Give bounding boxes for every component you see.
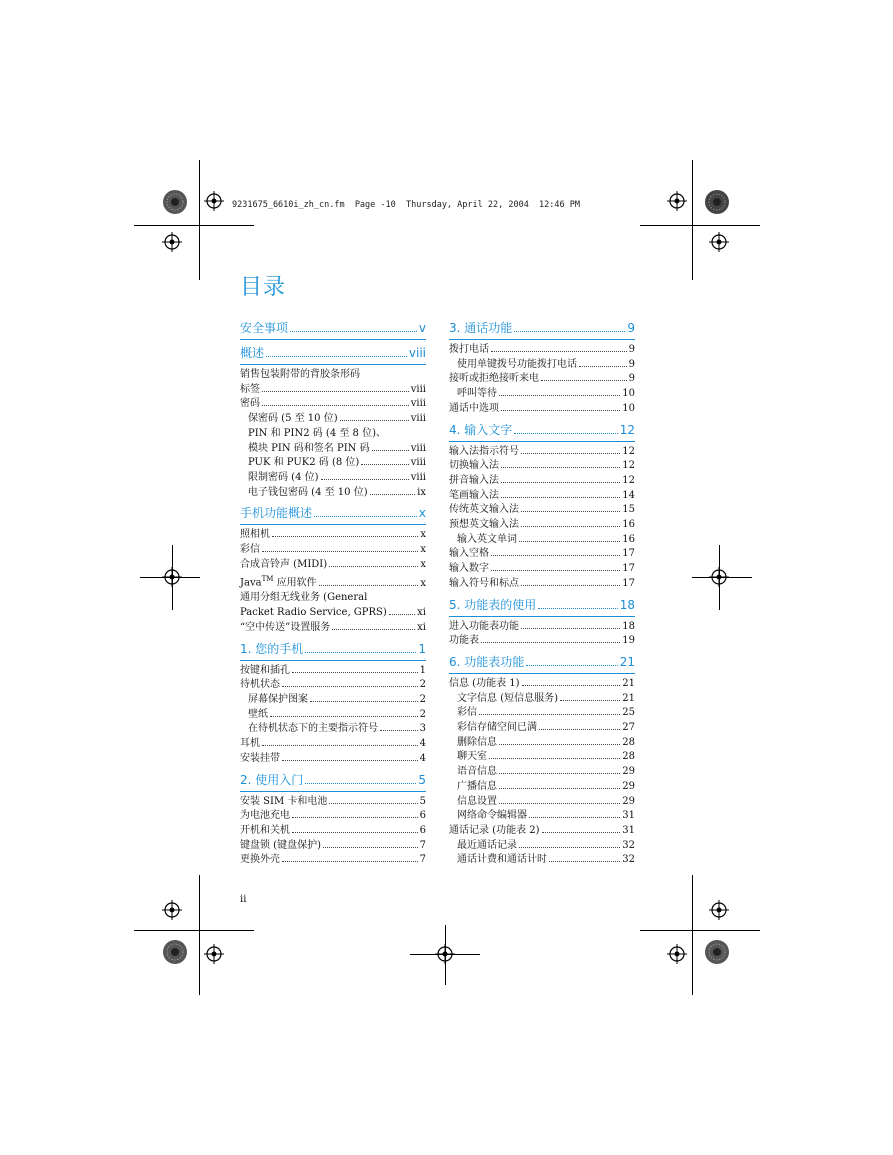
dot-leader <box>262 405 409 406</box>
toc-entry-title: 1. 您的手机 <box>240 641 304 656</box>
toc-entry-title: 3. 通话功能 <box>449 321 513 335</box>
toc-page-number: 9 <box>627 321 635 335</box>
toc-entry[interactable] <box>240 486 426 501</box>
toc-section-heading[interactable] <box>449 320 635 340</box>
toc-entry[interactable] <box>240 708 426 723</box>
dot-leader <box>361 464 408 465</box>
toc-section-heading[interactable] <box>240 772 426 792</box>
toc-page-number: 10 <box>622 402 635 414</box>
toc-entry-title: 聊天室 <box>457 751 487 763</box>
dot-leader <box>290 331 417 332</box>
toc-continuation-line: PIN 和 PIN2 码 (4 至 8 位)、 <box>248 427 386 439</box>
toc-entry-title: 语音信息 <box>457 766 497 778</box>
toc-entry[interactable] <box>449 577 635 592</box>
toc-entry-title: 合成音铃声 (MIDI) <box>240 558 328 570</box>
toc-page-number: 28 <box>622 751 635 763</box>
toc-entry-title: 广播信息 <box>457 780 497 792</box>
toc-page-number: viii <box>408 346 426 360</box>
toc-entry-title: 输入数字 <box>449 563 489 575</box>
toc-page-number: 16 <box>622 519 635 531</box>
toc-entry-title: 输入空格 <box>449 548 489 560</box>
dot-leader <box>542 832 621 833</box>
toc-page-number: 17 <box>622 548 635 560</box>
toc-column-left <box>240 320 426 868</box>
dot-leader <box>321 479 409 480</box>
toc-page-number: 3 <box>419 723 426 735</box>
toc-entry[interactable] <box>449 677 635 692</box>
toc-page-number: 6 <box>419 824 426 836</box>
toc-entry-title: 屏幕保护图案 <box>248 693 308 705</box>
toc-page-number: viii <box>410 471 426 483</box>
registration-mark-icon <box>709 232 729 252</box>
toc-entry[interactable] <box>240 839 426 854</box>
toc-entry-title: 4. 输入文字 <box>449 422 513 437</box>
toc-entry-title: 传统英文输入法 <box>449 504 519 516</box>
toc-page-number: 32 <box>622 854 635 866</box>
registration-mark-icon <box>709 567 729 587</box>
crop-mark <box>134 930 254 931</box>
toc-entry-title: 更换外壳 <box>240 854 280 866</box>
toc-entry[interactable] <box>240 621 426 636</box>
toc-entry-title: 开机和关机 <box>240 824 290 836</box>
dot-leader <box>292 817 418 818</box>
print-header-line: 9231675_6610i_zh_cn.fm Page -10 Thursday, April 22, 2004 12:46 PM <box>232 200 580 210</box>
registration-mark-icon <box>709 900 729 920</box>
page-number: ii <box>240 894 247 905</box>
crop-mark <box>692 160 693 280</box>
toc-entry-title: 彩信 <box>240 544 260 556</box>
dot-leader <box>481 642 620 643</box>
toc-entry[interactable] <box>449 402 635 417</box>
toc-entry[interactable] <box>240 678 426 693</box>
toc-entry[interactable] <box>449 533 635 548</box>
toc-page-number: 17 <box>622 563 635 575</box>
dot-leader <box>519 847 620 848</box>
toc-entry-title: 通话计费和通话计时 <box>457 854 547 866</box>
registration-mark-icon <box>667 944 687 964</box>
toc-page-number: 32 <box>622 839 635 851</box>
dot-leader <box>501 467 620 468</box>
crop-mark <box>199 160 200 280</box>
dot-leader <box>499 744 620 745</box>
toc-page-number: 7 <box>419 854 426 866</box>
dot-leader <box>560 700 620 701</box>
dot-leader <box>319 585 419 586</box>
toc-entry[interactable] <box>240 442 426 457</box>
toc-entry[interactable] <box>240 824 426 839</box>
toc-entry[interactable] <box>449 343 635 358</box>
dot-leader <box>501 482 620 483</box>
toc-entry-title: “空中传送”设置服务 <box>240 621 331 633</box>
dot-leader <box>521 585 620 586</box>
dot-leader <box>479 714 620 715</box>
toc-entry-title: 概述 <box>240 346 265 360</box>
toc-entry-title: 拨打电话 <box>449 344 489 355</box>
toc-entry-title: 输入符号和标点 <box>449 577 519 589</box>
dot-leader <box>323 847 418 848</box>
toc-entry[interactable] <box>449 809 635 824</box>
dot-leader <box>501 410 620 411</box>
toc-page-number: 18 <box>622 620 635 632</box>
toc-entry-title: 密码 <box>240 398 260 410</box>
toc-entry-title: 网络命令编辑器 <box>457 810 527 822</box>
toc-entry[interactable] <box>240 809 426 824</box>
page-title: 目录 <box>240 275 287 300</box>
toc-page-number: 29 <box>622 766 635 778</box>
toc-page-number: 12 <box>622 460 635 472</box>
toc-page-number: 10 <box>622 388 635 400</box>
dot-leader <box>292 672 418 673</box>
dot-leader <box>282 760 418 761</box>
toc-entry-title: 在待机状态下的主要指示符号 <box>248 723 378 735</box>
toc-page-number: 18 <box>619 597 635 612</box>
toc-entry-title: 照相机 <box>240 529 270 541</box>
toc-entry[interactable] <box>449 853 635 868</box>
toc-entry[interactable] <box>240 606 426 621</box>
toc-page-number: 7 <box>419 839 426 851</box>
dot-leader <box>340 420 409 421</box>
toc-entry[interactable] <box>240 795 426 810</box>
toc-entry[interactable] <box>449 839 635 854</box>
dot-leader <box>310 701 418 702</box>
toc-page-number: 31 <box>622 810 635 822</box>
toc-entry[interactable] <box>240 558 426 573</box>
toc-entry[interactable] <box>449 503 635 518</box>
toc-page-number: 5 <box>418 772 426 787</box>
toc-entry-title: 呼叫等待 <box>457 388 497 400</box>
toc-entry[interactable] <box>449 358 635 373</box>
toc-entry-title: 为电池充电 <box>240 810 290 822</box>
toc-entry-title: 安全事项 <box>240 321 289 335</box>
dot-leader <box>541 380 627 381</box>
dot-leader <box>499 773 620 774</box>
registration-mark-icon <box>435 944 455 964</box>
dot-leader <box>305 783 416 784</box>
dot-leader <box>514 433 617 434</box>
toc-entry[interactable] <box>240 543 426 558</box>
toc-page-number: 9 <box>628 358 635 370</box>
toc-entry-title: 通话中选项 <box>449 402 499 414</box>
toc-page-number: viii <box>410 457 426 469</box>
toc-entry-title: 电子钱包密码 (4 至 10 位) <box>248 486 368 498</box>
toc-entry-title: 2. 使用入门 <box>240 772 304 787</box>
dot-leader <box>521 511 620 512</box>
toc-page-number: 29 <box>622 795 635 807</box>
starburst-target-icon <box>162 939 188 965</box>
toc-page-number: 14 <box>622 489 635 501</box>
starburst-target-icon <box>162 189 188 215</box>
dot-leader <box>549 861 620 862</box>
toc-page-number: 16 <box>622 533 635 545</box>
toc-page-number: 2 <box>419 708 426 720</box>
toc-entry[interactable] <box>449 547 635 562</box>
toc-entry-title: 保密码 (5 至 10 位) <box>248 413 338 425</box>
toc-entry[interactable] <box>240 853 426 868</box>
dot-leader <box>521 628 620 629</box>
toc-entry-title: 使用单键拨号功能拨打电话 <box>457 358 577 370</box>
dot-leader <box>521 453 620 454</box>
toc-entry-title: PUK 和 PUK2 码 (8 位) <box>248 457 360 469</box>
toc-page-number: x <box>420 558 426 570</box>
toc-page-number: 21 <box>619 654 635 669</box>
toc-page-number: 9 <box>628 373 635 385</box>
toc-entry[interactable] <box>240 456 426 471</box>
dot-leader <box>370 494 416 495</box>
toc-entry[interactable] <box>240 383 426 398</box>
dot-leader <box>305 652 416 653</box>
toc-entry-title: 输入英文单词 <box>457 533 517 545</box>
toc-entry[interactable] <box>449 474 635 489</box>
dot-leader <box>491 570 620 571</box>
toc-page-number: 28 <box>622 736 635 748</box>
toc-page-number: 31 <box>622 824 635 836</box>
toc-page-number: v <box>418 321 426 335</box>
toc-entry-title: 耳机 <box>240 738 260 750</box>
toc-entry[interactable] <box>449 562 635 577</box>
toc-continuation-line: 销售包装附带的背胶条形码 <box>240 369 360 380</box>
dot-leader <box>489 758 620 759</box>
dot-leader <box>529 817 620 818</box>
toc-entry[interactable] <box>449 780 635 795</box>
toc-entry-title: 信息 (功能表 1) <box>449 677 520 689</box>
toc-entry-title: 手机功能概述 <box>240 506 313 521</box>
dot-leader <box>372 450 409 451</box>
crop-mark <box>134 225 254 226</box>
dot-leader <box>282 861 418 862</box>
dot-leader <box>526 665 617 666</box>
dot-leader <box>266 356 407 357</box>
dot-leader <box>314 516 417 517</box>
dot-leader <box>332 629 415 630</box>
toc-entry-title: 预想英文输入法 <box>449 519 519 531</box>
dot-leader <box>272 536 418 537</box>
toc-entry-title: 安装 SIM 卡和电池 <box>240 795 328 807</box>
toc-page-number: viii <box>410 442 426 454</box>
toc-entry[interactable] <box>449 518 635 533</box>
toc-entry-title: 模块 PIN 码和签名 PIN 码 <box>248 442 370 454</box>
toc-entry-title: 标签 <box>240 383 260 395</box>
dot-leader <box>538 608 617 609</box>
toc-entry-title: 拼音输入法 <box>449 474 499 486</box>
toc-entry[interactable] <box>449 372 635 387</box>
toc-entry-title: 切换输入法 <box>449 460 499 472</box>
registration-mark-icon <box>204 191 224 211</box>
toc-page-number: 29 <box>622 780 635 792</box>
toc-entry[interactable] <box>240 471 426 486</box>
toc-page-number: xi <box>417 607 426 619</box>
toc-section-heading[interactable] <box>240 505 426 525</box>
toc-entry[interactable] <box>449 795 635 810</box>
toc-section-heading[interactable] <box>240 345 426 365</box>
toc-entry[interactable] <box>240 693 426 708</box>
dot-leader <box>329 803 417 804</box>
toc-page-number: 12 <box>622 474 635 486</box>
dot-leader <box>499 395 620 396</box>
toc-continuation-line: 通用分组无线业务 (General <box>240 592 368 604</box>
toc-entry[interactable] <box>449 489 635 504</box>
toc-page-number: ix <box>417 486 426 498</box>
starburst-target-icon <box>704 939 730 965</box>
toc-entry[interactable] <box>449 634 635 649</box>
toc-page-number: viii <box>410 398 426 410</box>
toc-entry[interactable] <box>449 692 635 707</box>
toc-section-heading[interactable] <box>449 422 635 442</box>
dot-leader <box>282 686 418 687</box>
toc-entry[interactable] <box>449 706 635 721</box>
toc-section-heading[interactable] <box>449 654 635 674</box>
crop-mark <box>640 930 760 931</box>
dot-leader <box>501 497 620 498</box>
toc-page-number: x <box>420 529 426 541</box>
dot-leader <box>491 351 627 352</box>
registration-mark-icon <box>204 944 224 964</box>
toc-page-number: 25 <box>622 707 635 719</box>
toc-page-number: 15 <box>622 504 635 516</box>
toc-entry[interactable] <box>240 397 426 412</box>
toc-entry[interactable] <box>240 572 426 591</box>
toc-entry-title: 功能表 <box>449 635 479 647</box>
dot-leader <box>499 788 620 789</box>
toc-page-number: 1 <box>418 641 426 656</box>
toc-column-right <box>449 320 635 868</box>
dot-leader <box>270 716 418 717</box>
dot-leader <box>262 745 418 746</box>
dot-leader <box>514 331 625 332</box>
toc-page-number: 12 <box>619 422 635 437</box>
toc-page-number: 4 <box>419 752 426 764</box>
toc-entry[interactable] <box>449 387 635 402</box>
toc-entry-title: 通话记录 (功能表 2) <box>449 824 540 836</box>
toc-page-number: 19 <box>622 635 635 647</box>
toc-entry[interactable] <box>449 765 635 780</box>
registration-mark-icon <box>667 191 687 211</box>
toc-entry-title: 信息设置 <box>457 795 497 807</box>
dot-leader <box>380 730 418 731</box>
toc-page-number: 1 <box>419 664 426 676</box>
toc-entry-title: 键盘锁 (键盘保护) <box>240 839 321 851</box>
toc-entry-title: 笔画输入法 <box>449 489 499 501</box>
toc-entry-title: 输入法指示符号 <box>449 445 519 457</box>
toc-entry-title: 5. 功能表的使用 <box>449 597 537 612</box>
toc-entry-title: 限制密码 (4 位) <box>248 471 319 483</box>
toc-entry-title: 删除信息 <box>457 736 497 748</box>
toc-entry-title: 进入功能表功能 <box>449 620 519 632</box>
toc-page-number: 21 <box>622 692 635 704</box>
dot-leader <box>262 551 418 552</box>
toc-entry[interactable] <box>449 445 635 460</box>
dot-leader <box>389 614 415 615</box>
toc-entry[interactable] <box>240 528 426 543</box>
toc-entry-title: 接听或拒绝接听来电 <box>449 373 539 385</box>
toc-entry[interactable] <box>240 737 426 752</box>
toc-page-number: viii <box>410 413 426 425</box>
crop-mark <box>640 225 760 226</box>
toc-section-heading[interactable] <box>240 641 426 661</box>
toc-page-number: 9 <box>628 344 635 355</box>
toc-entry[interactable] <box>240 664 426 679</box>
toc-entry[interactable] <box>240 752 426 767</box>
toc-entry[interactable] <box>449 736 635 751</box>
toc-entry-title: Packet Radio Service, GPRS) <box>240 607 387 619</box>
crop-mark <box>199 875 200 995</box>
toc-entry-title: 文字信息 (短信息服务) <box>457 692 558 704</box>
toc-page-number: 2 <box>419 679 426 691</box>
dot-leader <box>539 729 620 730</box>
toc-entry[interactable] <box>449 750 635 765</box>
dot-leader <box>579 366 627 367</box>
toc-entry-title: 安装挂带 <box>240 752 280 764</box>
dot-leader <box>521 526 620 527</box>
toc-entry-title: 待机状态 <box>240 679 280 691</box>
toc-page-number: 27 <box>622 722 635 734</box>
toc-entry[interactable] <box>449 459 635 474</box>
toc-page-number: 6 <box>419 810 426 822</box>
toc-page-number: 12 <box>622 445 635 457</box>
toc-section-heading[interactable] <box>240 320 426 340</box>
starburst-target-icon <box>704 189 730 215</box>
toc-entry-title: 6. 功能表功能 <box>449 654 525 669</box>
registration-mark-icon <box>162 232 182 252</box>
dot-leader <box>499 803 620 804</box>
toc-entry-title: 按键和插孔 <box>240 664 290 676</box>
dot-leader <box>329 566 418 567</box>
dot-leader <box>262 391 409 392</box>
toc-entry-title: 壁纸 <box>248 708 268 720</box>
dot-leader <box>519 541 620 542</box>
toc-entry-title: Java™ 应用软件 <box>240 575 317 589</box>
crop-mark <box>692 875 693 995</box>
toc-entry-title: 彩信 <box>457 707 477 719</box>
toc-entry-title: 彩信存储空间已满 <box>457 722 537 734</box>
dot-leader <box>522 685 621 686</box>
toc-entry[interactable] <box>449 721 635 736</box>
toc-page-number: 5 <box>419 795 426 807</box>
toc-page-number: x <box>420 544 426 556</box>
registration-mark-icon <box>162 567 182 587</box>
registration-mark-icon <box>162 900 182 920</box>
toc-section-heading[interactable] <box>449 597 635 617</box>
toc-entry-title: 最近通话记录 <box>457 839 517 851</box>
toc-page-number: 17 <box>622 577 635 589</box>
toc-entry[interactable] <box>449 824 635 839</box>
toc-page-number: x <box>420 577 426 589</box>
toc-page-number: x <box>418 506 426 521</box>
toc-entry[interactable] <box>449 620 635 635</box>
toc-entry[interactable] <box>240 412 426 427</box>
toc-page-number: 2 <box>419 693 426 705</box>
toc-page-number: viii <box>410 383 426 395</box>
toc-entry[interactable] <box>240 722 426 737</box>
toc-page-number: 21 <box>622 677 635 689</box>
toc-page-number: 4 <box>419 738 426 750</box>
dot-leader <box>491 555 620 556</box>
dot-leader <box>292 832 418 833</box>
toc-page-number: xi <box>417 621 426 633</box>
